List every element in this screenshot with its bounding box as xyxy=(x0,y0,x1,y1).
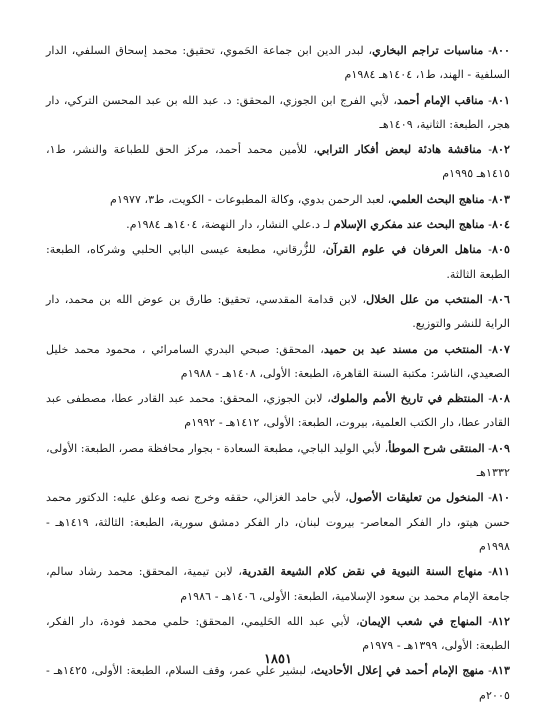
bibliography-list xyxy=(46,38,510,708)
bibliography-entry: ٨٠٥- مناهل العرفان في علوم القرآن، للزُّرقاني، مطبعة عيسى البابي الحلبي وشركاه، الطبعة: الطبعة الثالثة. xyxy=(46,242,510,281)
bibliography-entry: ٨٠٦- المنتخب من علل الخلال، لابن قدامة المقدسي، تحقيق: طارق بن عوض الله بن محمد، دار الراية للنشر والتوزيع. xyxy=(46,291,510,331)
bibliography-entry: ٨١٢- المنهاج في شعب الإيمان، لأبي عبد الله الحَليمي، المحقق: حلمي محمد فودة، دار الفكر، الطبعة: الأولى، ١٣٩٩هـ - ١٩٧٩م xyxy=(46,613,511,653)
entry-number: ٨٠١ xyxy=(491,92,510,107)
entry-number: ٨١٣ xyxy=(491,663,510,678)
entry-number: ٨١٢ xyxy=(491,613,511,628)
entry-title: مناهج البحث العلمي xyxy=(391,191,485,206)
page-number: ١٨٥١ xyxy=(264,652,292,667)
entry-title: مناهج البحث عند مفكري الإسلام xyxy=(333,217,485,232)
entry-number: ٨٠٥ xyxy=(491,242,510,257)
entry-title: مناقب الإمام أحمد xyxy=(397,92,484,107)
entry-title: مناقشة هادئة لبعض أفكار الترابي xyxy=(316,142,482,157)
entry-details: ، لبشير علي عمر، وقف السلام، الطبعة: الأولى، ١٤٢٥هـ - ٢٠٠٥م xyxy=(46,664,510,702)
entry-number: ٨٠٨ xyxy=(491,391,511,406)
entry-title: منهج الإمام أحمد في إعلال الأحاديث xyxy=(313,663,485,678)
bibliography-entry: ٨١٠- المنخول من تعليقات الأصول، لأبي حامد الغزالي، حققه وخرج نصه وعلق عليه: الدكتور محمد حسن هيتو، دار الفكر المعاصر- بيروت لبنان، دار الفكر دمشق سورية، الطبعة: الثالثة، ١٤١٩هـ - ١٩٩٨م xyxy=(46,490,511,553)
entry-number: ٨١١ xyxy=(491,564,510,579)
entry-details: ، لأبي الوليد الباجي، مطبعة السعادة - بجوار محافظة مصر، الطبعة: الأولى، ١٣٣٢هـ xyxy=(46,441,510,480)
entry-details: ، لأبي عبد الله الحَليمي، المحقق: حلمي محمد فودة، دار الفكر، الطبعة: الأولى، ١٣٩٩هـ - ١٩٧٩م xyxy=(46,614,510,653)
entry-details: ، لابن تيمية، المحقق: محمد رشاد سالم، جامعة الإمام محمد بن سعود الإسلامية، الطبعة: الأولى، ١٤٠٦هـ - ١٩٨٦م xyxy=(46,565,510,603)
entry-number: ٨٠٣ xyxy=(491,191,510,206)
bibliography-entry: ٨٠٠- مناسبات تراجم البخاري، لبدر الدين ابن جماعة الحَموي، تحقيق: محمد إسحاق السلفي، الدار السلفية - الهند، ط١، ١٤٠٤هـ ١٩٨٤م xyxy=(46,43,510,82)
entry-number: ٨٠٩ xyxy=(491,440,510,455)
bibliography-entry: ٨١١- منهاج السنة النبوية في نقض كلام الشيعة القدرية، لابن تيمية، المحقق: محمد رشاد سالم، جامعة الإمام محمد بن سعود الإسلامية، الطبعة: الأولى، ١٤٠٦هـ - ١٩٨٦م xyxy=(46,564,510,603)
entry-number: ٨٠٢ xyxy=(491,142,511,157)
entry-details: ، للزُّرقاني، مطبعة عيسى البابي الحلبي وشركاه، الطبعة: الطبعة الثالثة. xyxy=(46,243,510,281)
entry-details: ، لبدر الدين ابن جماعة الحَموي، تحقيق: محمد إسحاق السلفي، الدار السلفية - الهند، ط١، ١٤٠٤هـ ١٩٨٤م xyxy=(46,44,510,82)
entry-number: ٨١٠ xyxy=(491,490,510,505)
entry-details: ، لعبد الرحمن بدوي، وكالة المطبوعات - الكويت، ط٣، ١٩٧٧م xyxy=(110,192,392,206)
entry-details: ، لأبي الفرج ابن الجوزي، المحقق: د. عبد الله بن عبد المحسن التركي، دار هجر، الطبعة: الثانية، ١٤٠٩هـ xyxy=(46,93,510,131)
entry-details: ، للأمين محمد أحمد، مركز الحق للطباعة والنشر، ط١، ١٤١٥هـ ١٩٩٥م xyxy=(46,143,510,181)
entry-title: المنتقى شرح الموطأ xyxy=(388,440,485,455)
entry-title: المنتخب من علل الخلال xyxy=(366,291,483,306)
entry-title: مناسبات تراجم البخاري xyxy=(372,43,484,57)
entry-details: ، لابن قدامة المقدسي، تحقيق: طارق بن عوض الله بن محمد، دار الراية للنشر والتوزيع. xyxy=(46,292,510,331)
entry-title: المنتخب من مسند عبد بن حميد xyxy=(323,341,483,356)
entry-number: ٨٠٤ xyxy=(491,217,510,232)
bibliography-entry: ٨٠١- مناقب الإمام أحمد، لأبي الفرج ابن الجوزي، المحقق: د. عبد الله بن عبد المحسن التركي، دار هجر، الطبعة: الثانية، ١٤٠٩هـ xyxy=(46,92,510,131)
entry-details: لـ د.علي النشار، دار النهضة، ١٤٠٤هـ ١٩٨٤م. xyxy=(126,218,334,232)
bibliography-entry: ٨٠٩- المنتقى شرح الموطأ، لأبي الوليد الباجي، مطبعة السعادة - بجوار محافظة مصر، الطبعة: الأولى، ١٣٣٢هـ xyxy=(46,440,510,480)
bibliography-entry: ٨٠٣- مناهج البحث العلمي، لعبد الرحمن بدوي، وكالة المطبوعات - الكويت، ط٣، ١٩٧٧م xyxy=(110,191,510,206)
entry-details: ، المحقق: صبحي البدري السامرائي ، محمود محمد خليل الصعيدي، الناشر: مكتبة السنة القاهرة، الطبعة: الأولى، ١٤٠٨هـ - ١٩٨٨م xyxy=(46,342,510,380)
entry-details: ، لابن الجوزي، المحقق: محمد عبد القادر عطا، مصطفى عبد القادر عطا، دار الكتب العلمية، بيروت، الطبعة: الأولى، ١٤١٢هـ - ١٩٩٢م xyxy=(46,392,510,430)
entry-details: ، لأبي حامد الغزالي، حققه وخرج نصه وعلق عليه: الدكتور محمد حسن هيتو، دار الفكر المعاصر- بيروت لبنان، دار الفكر دمشق سورية، الطبعة: الثالثة، ١٤١٩هـ - ١٩٩٨م xyxy=(46,491,511,553)
entry-title: منهاج السنة النبوية في نقض كلام الشيعة القدرية xyxy=(242,564,483,579)
bibliography-entry: ٨٠٤- مناهج البحث عند مفكري الإسلام لـ د.علي النشار، دار النهضة، ١٤٠٤هـ ١٩٨٤م. xyxy=(126,217,510,232)
bibliography-entry: ٨١٣- منهج الإمام أحمد في إعلال الأحاديث، لبشير علي عمر، وقف السلام، الطبعة: الأولى، ١٤٢٥هـ - ٢٠٠٥م xyxy=(46,663,510,702)
entry-title: المنتظم في تاريخ الأمم والملوك xyxy=(330,391,484,406)
bibliography-entry: ٨٠٧- المنتخب من مسند عبد بن حميد، المحقق: صبحي البدري السامرائي ، محمود محمد خليل الصعيدي، الناشر: مكتبة السنة القاهرة، الطبعة: الأولى، ١٤٠٨هـ - ١٩٨٨م xyxy=(46,341,510,380)
entry-title: المنخول من تعليقات الأصول xyxy=(348,490,484,505)
bibliography-entry: ٨٠٢- مناقشة هادئة لبعض أفكار الترابي، للأمين محمد أحمد، مركز الحق للطباعة والنشر، ط١، ١٤١٥هـ ١٩٩٥م xyxy=(46,142,511,181)
entry-title: المنهاج في شعب الإيمان xyxy=(359,613,483,628)
entry-title: مناهل العرفان في علوم القرآن xyxy=(325,242,482,257)
entry-number: ٨٠٧ xyxy=(491,341,510,356)
entry-number: ٨٠٠ xyxy=(491,43,510,57)
entry-number: ٨٠٦ xyxy=(491,291,510,306)
bibliography-entry: ٨٠٨- المنتظم في تاريخ الأمم والملوك، لابن الجوزي، المحقق: محمد عبد القادر عطا، مصطفى عبد القادر عطا، دار الكتب العلمية، بيروت، الطبعة: الأولى، ١٤١٢هـ - ١٩٩٢م xyxy=(46,391,511,430)
